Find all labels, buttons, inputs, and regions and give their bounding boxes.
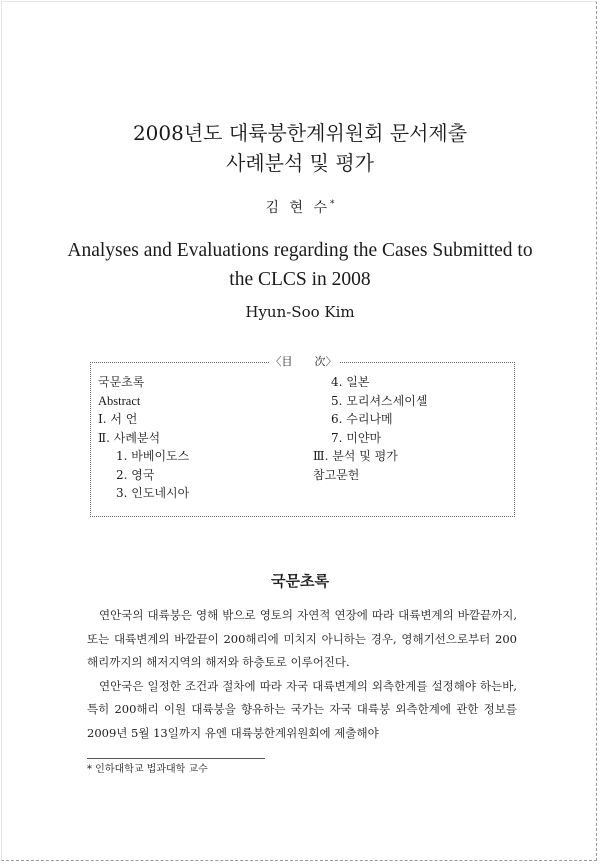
korean-author xyxy=(0,197,600,217)
toc-item: 국문초록 xyxy=(98,375,145,389)
toc-item: 4. 일본 xyxy=(331,375,370,389)
paragraph: 연안국은 일정한 조건과 절차에 따라 자국 대륙변계의 외측한계를 설정해야 하는바, 특히 200해리 이원 대륙붕을 향유하는 국가는 자국 대륙붕 외측한계에 관한 정보를 2009년 5월 13일까지 유엔 대륙붕한계위원회에 제출해야 xyxy=(87,678,517,740)
english-title-line-1: Analyses and Evaluations regarding the Cases Submitted to xyxy=(67,240,533,261)
korean-title-line-1: 2008년도 대륙붕한계위원회 문서제출 xyxy=(132,121,468,145)
korean-author-name: 김 현 수 xyxy=(265,200,330,216)
toc-item: 5. 모리셔스세이셸 xyxy=(331,393,428,408)
toc-item: 6. 수리나메 xyxy=(331,412,393,426)
toc-item: 3. 인도네시아 xyxy=(116,486,190,500)
toc-item: 7. 미얀마 xyxy=(331,430,382,445)
english-author: Hyun-Soo Kim xyxy=(245,303,355,321)
toc-item: 2. 영국 xyxy=(116,467,155,482)
toc-heading: 〈目 次〉 xyxy=(270,355,337,368)
footnote: * 인하대학교 법과대학 교수 xyxy=(87,764,208,775)
paragraph: 연안국의 대륙붕은 영해 밖으로 영토의 자연적 연장에 따라 대륙변계의 바깥끝까지, 또는 대륙변계의 바깥끝이 200해리에 미치지 아니하는 경우, 영해기선으로부터 200해리까지의 해저지역의 해저와 하층토로 이루어진다. xyxy=(87,608,517,669)
english-title-line-2: the CLCS in 2008 xyxy=(229,269,371,290)
abstract-heading: 국문초록 xyxy=(271,572,329,590)
korean-title-line-2: 사례분석 및 평가 xyxy=(226,151,374,175)
abstract-body xyxy=(87,604,517,745)
toc-item: Ⅲ. 분석 및 평가 xyxy=(313,449,398,463)
toc-left-column xyxy=(98,373,189,503)
author-footnote-mark: * xyxy=(329,199,335,210)
toc-item: Ⅱ. 사례분석 xyxy=(98,430,161,445)
english-title xyxy=(0,236,600,294)
toc-item: 1. 바베이도스 xyxy=(116,449,190,463)
toc-item: Ⅰ. 서 언 xyxy=(98,412,138,426)
korean-title xyxy=(0,118,600,178)
footnote-rule xyxy=(87,758,265,759)
table-of-contents xyxy=(90,355,515,517)
toc-item: 참고문헌 xyxy=(313,467,360,482)
toc-item: Abstract xyxy=(98,393,141,408)
toc-right-column xyxy=(313,373,427,484)
